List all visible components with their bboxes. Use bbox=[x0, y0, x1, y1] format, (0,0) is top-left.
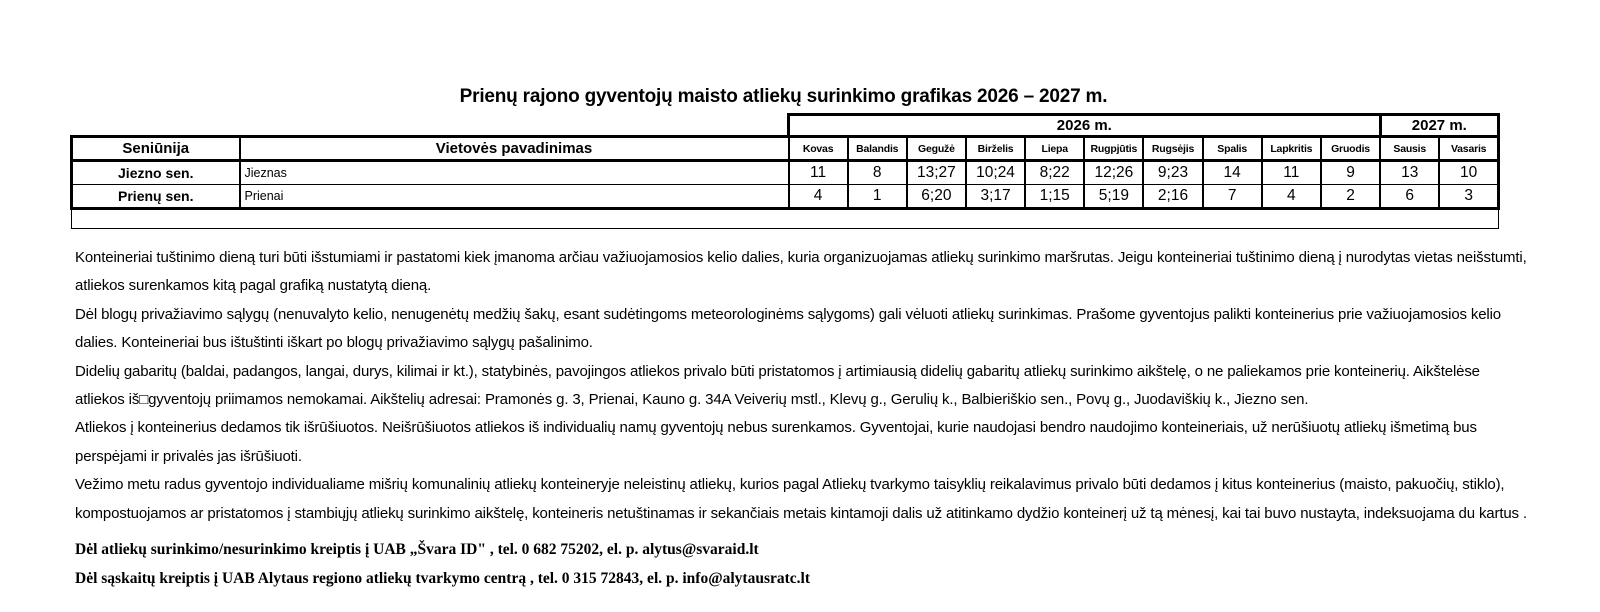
schedule-value: 14 bbox=[1203, 161, 1262, 185]
month-header-8: Lapkritis bbox=[1262, 137, 1321, 161]
month-header-5: Rugpjūtis bbox=[1084, 137, 1143, 161]
month-header-11: Vasaris bbox=[1439, 137, 1498, 161]
month-header-7: Spalis bbox=[1203, 137, 1262, 161]
body-paragraph-5: Vežimo metu radus gyventojo individualiame mišrių komunalinių atliekų konteineryje neleistinų atliekų, kurios pagal Atliekų tvarkymo taisyklių reikalavimus privalo būti dedamos į kitus konteinerius (maisto, pakuočių, stiklo), kompostuojamos ar pristatomos į stambiųjų atliekų surinkimo aikštelę, konteineris netuštinamas ir sekančiais metais kintamoji dalis už atitinkamo dydžio konteinerį už tą mėnesį, kai tai buvo nustayta, indeksuojama du kartus . bbox=[75, 476, 1527, 522]
year-header-2026: 2026 m. bbox=[789, 115, 1381, 137]
month-header-3: Birželis bbox=[966, 137, 1025, 161]
empty-row-cell bbox=[72, 209, 1499, 229]
schedule-value: 13 bbox=[1380, 161, 1439, 185]
body-paragraph-4: Atliekos į konteinerius dedamos tik išrūšiuotos. Neišrūšiuotos atliekos iš individualių namų gyventojų nebus surenkamos. Gyventojai, kurie naudojasi bendro naudojimo konteineriais, už nerūšiuotų atliekų išmetimą bus perspėjami ir privalės jas išrūšiuoti. bbox=[75, 419, 1477, 465]
contact-section bbox=[75, 535, 1533, 593]
schedule-value: 2;16 bbox=[1143, 185, 1202, 209]
schedule-value: 9 bbox=[1321, 161, 1380, 185]
schedule-row-1 bbox=[72, 185, 1499, 209]
schedule-value: 4 bbox=[1262, 185, 1321, 209]
seniunija-cell: Prienų sen. bbox=[72, 185, 240, 209]
schedule-value: 8 bbox=[848, 161, 907, 185]
page-title: Prienų rajono gyventojų maisto atliekų surinkimo grafikas 2026 – 2027 m. bbox=[459, 86, 1108, 107]
schedule-value: 4 bbox=[789, 185, 848, 209]
year-header-2027: 2027 m. bbox=[1380, 115, 1498, 137]
body-text bbox=[75, 244, 1533, 528]
year-header-row bbox=[72, 115, 1499, 137]
month-header-6: Rugsėjis bbox=[1143, 137, 1202, 161]
body-paragraph-1: Konteineriai tuštinimo dieną turi būti išstumiami ir pastatomi kiek įmanoma arčiau važiuojamosios kelio dalies, kuria organizuojamas atliekų surinkimo maršrutas. Jeigu konteineriai tuštinimo dieną į nurodytas vietas neišstumti, atliekos surenkamos kitą pagal grafiką nustatytą dieną. bbox=[75, 249, 1527, 295]
vietove-cell: Jieznas bbox=[240, 161, 789, 185]
month-header-9: Gruodis bbox=[1321, 137, 1380, 161]
body-paragraph-3: Didelių gabaritų (baldai, padangos, langai, durys, kilimai ir kt.), statybinės, pavojingos atliekos privalo būti pristatomos į artimiausią didelių gabaritų atliekų surinkimo aikštelę, o ne paliekamos prie konteinerių. Aikštelėse atliekos iš□gyventojų priimamos nemokamai. Aikštelių adresai: Pramonės g. 3, Prienai, Kauno g. 34A Veiverių mstl., Klevų g., Gerulių k., Balbieriškio sen., Povų g., Juodaviškių k., Jiezno sen. bbox=[75, 362, 1480, 409]
schedule-value: 13;27 bbox=[907, 161, 966, 185]
schedule-row-0 bbox=[72, 161, 1499, 185]
month-header-0: Kovas bbox=[789, 137, 848, 161]
schedule-value: 10 bbox=[1439, 161, 1498, 185]
schedule-value: 9;23 bbox=[1143, 161, 1202, 185]
schedule-value: 10;24 bbox=[966, 161, 1025, 185]
year-row-spacer bbox=[72, 115, 789, 137]
schedule-table bbox=[70, 113, 1500, 229]
schedule-value: 11 bbox=[1262, 161, 1321, 185]
month-header-2: Gegužė bbox=[907, 137, 966, 161]
seniunija-cell: Jiezno sen. bbox=[72, 161, 240, 185]
schedule-value: 3;17 bbox=[966, 185, 1025, 209]
empty-row bbox=[72, 209, 1499, 229]
month-header-row bbox=[72, 137, 1499, 161]
column-header-vietove: Vietovės pavadinimas bbox=[240, 137, 789, 161]
schedule-value: 1;15 bbox=[1025, 185, 1084, 209]
schedule-value: 2 bbox=[1321, 185, 1380, 209]
contact-line-waste: Dėl atliekų surinkimo/nesurinkimo kreiptis į UAB „Švara ID" , tel. 0 682 75202, el. p. alytus@svaraid.lt bbox=[75, 541, 759, 559]
schedule-value: 1 bbox=[848, 185, 907, 209]
body-paragraph-2: Dėl blogų privažiavimo sąlygų (nenuvalyto kelio, nenugenėtų medžių šakų, esant sudėtingoms meteorologinėms sąlygoms) gali vėluoti atliekų surinkimas. Prašome gyventojus palikti konteinerius prie važiuojamosios kelio dalies. Konteineriai bus ištuštinti iškart po blogų privažiavimo sąlygų pašalinimo. bbox=[75, 305, 1501, 352]
column-header-seniunija: Seniūnija bbox=[72, 137, 240, 161]
schedule-value: 12;26 bbox=[1084, 161, 1143, 185]
month-header-1: Balandis bbox=[848, 137, 907, 161]
schedule-value: 8;22 bbox=[1025, 161, 1084, 185]
schedule-value: 11 bbox=[789, 161, 848, 185]
schedule-value: 5;19 bbox=[1084, 185, 1143, 209]
month-header-10: Sausis bbox=[1380, 137, 1439, 161]
vietove-cell: Prienai bbox=[240, 185, 789, 209]
schedule-value: 3 bbox=[1439, 185, 1498, 209]
schedule-value: 6 bbox=[1380, 185, 1439, 209]
schedule-value: 7 bbox=[1203, 185, 1262, 209]
contact-line-billing: Dėl sąskaitų kreiptis į UAB Alytaus regiono atliekų tvarkymo centrą , tel. 0 315 72843, el. p. info@alytausratc.lt bbox=[75, 570, 811, 588]
schedule-value: 6;20 bbox=[907, 185, 966, 209]
month-header-4: Liepa bbox=[1025, 137, 1084, 161]
